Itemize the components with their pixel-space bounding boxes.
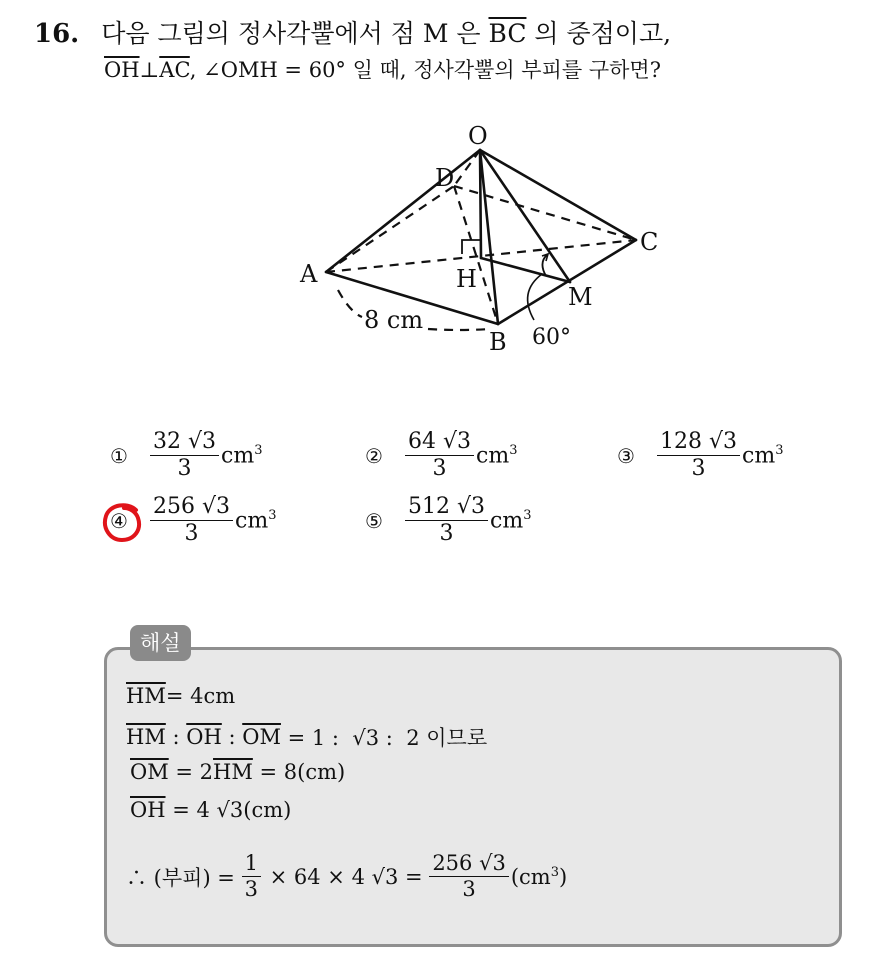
choice-2-fraction: $\frac{64 √3}{3}$ [405,430,474,481]
sol-l3-mid: = 2 [168,760,214,784]
sol-l3-om: $\overline{OM}$ [130,760,169,784]
answer-circle-mark [100,500,146,546]
segment-bc: $\overline{BC}$ [488,19,527,48]
perp-symbol: ⊥ [139,58,160,82]
sol-l5-frac-2: $\frac{256 √3}{3}$ [429,852,509,901]
sol-l4-oh: $\overline{OH}$ [130,798,166,822]
label-o: O [468,122,488,150]
sol-l3-hm: $\overline{HM}$ [213,760,253,784]
edge-oc [480,150,636,240]
question-text-2: , ∠OMH = 60° 일 때, 정사각뿔의 부피를 구하면? [189,58,661,82]
sol-l1-rest: = 4cm [165,684,236,708]
solution-line-1 [126,684,235,708]
sol-l5-lead: ∴ (부피) = [126,865,242,890]
choice-3-marker: ③ [617,443,635,468]
choice-2-unit: $cm^3$ [476,443,518,469]
choice-2-marker: ② [365,443,383,468]
choice-3-fraction: $\frac{128 √3}{3}$ [657,430,740,481]
sol-l4-rest: = 4 √3(cm) [165,798,292,822]
solution-line-4 [130,798,291,822]
question-text: 다음 그림의 정사각뿔에서 점 M 은 [101,19,481,48]
choice-3-unit: $cm^3$ [742,443,784,469]
solution-tag: 해설 [130,625,191,661]
sol-l2-c2: : [221,725,243,749]
choice-1[interactable] [110,430,262,481]
sol-l3-rest: = 8(cm) [252,760,346,784]
choice-1-marker: ① [110,443,128,468]
solution-line-5 [126,852,567,901]
choice-4-unit: $cm^3$ [235,508,277,534]
choice-5-fraction: $\frac{512 √3}{3}$ [405,495,488,546]
sol-seg-hm: $\overline{HM}$ [126,684,166,708]
label-m: M [568,283,593,311]
choice-2[interactable] [365,430,517,481]
choice-3[interactable] [617,430,783,481]
choice-4-fraction: $\frac{256 √3}{3}$ [150,495,233,546]
choice-4-marker: ④ [110,508,128,533]
sol-l2-c1: : [165,725,187,749]
sol-l2-oh: $\overline{OH}$ [186,725,222,749]
question-number: 16. [34,19,80,49]
sol-l5-unit: $(cm^3)$ [510,864,568,889]
right-angle-mark [462,240,480,254]
sol-l2-om: $\overline{OM}$ [242,725,281,749]
label-h: H [456,265,477,293]
solution-line-2 [126,722,487,752]
sol-l2-rest: = 1 : √3 : 2 이므로 [280,726,488,750]
question-text-end: 의 중점이고, [534,19,672,48]
label-c: C [640,228,659,256]
angle-leader [528,274,542,320]
segment-ac: $\overline{AC}$ [159,58,190,82]
question-line-2 [104,54,661,84]
solution-line-3 [130,760,345,784]
angle-label: 60° [532,325,571,350]
label-d: D [435,164,455,192]
question-line-1 [34,14,671,50]
label-b: B [489,328,507,356]
choice-1-fraction: $\frac{32 √3}{3}$ [150,430,219,481]
edge-ad [326,186,454,272]
length-brace [338,290,362,317]
edge-oa [326,150,480,272]
pyramid-figure [290,112,680,362]
sol-l5-mid: × 64 × 4 √3 = [262,864,430,889]
choice-5-unit: $cm^3$ [490,508,532,534]
length-label: 8 cm [364,306,424,334]
choice-5-marker: ⑤ [365,508,383,533]
length-brace-2 [428,329,490,330]
choice-5[interactable] [365,495,531,546]
segment-oh: $\overline{OH}$ [104,58,140,82]
segment-oh-line [480,150,481,258]
choice-1-unit: $cm^3$ [221,443,263,469]
sol-l5-frac-1: $\frac{1}{3}$ [242,852,261,901]
label-a: A [300,260,318,288]
sol-l2-hm: $\overline{HM}$ [126,725,166,749]
